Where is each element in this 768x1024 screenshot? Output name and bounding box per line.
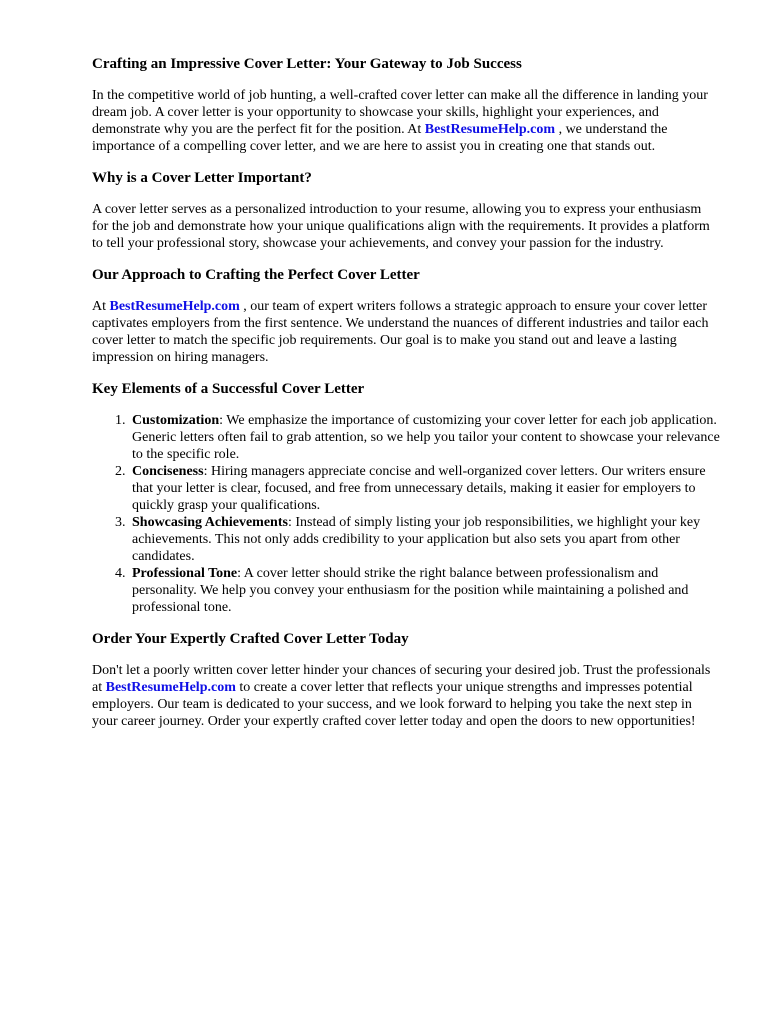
intro-text-before: In the competitive world of job hunting, a well-crafted cover letter can make all the difference in landing your dream job. A cover letter is your opportunity to showcase your skills, highlight your experiences, and demonstrate why you are the perfect fit for the position. At xyxy=(92,88,708,137)
approach-text-after: , our team of expert writers follows a strategic approach to ensure your cover letter captivates employers from the first sentence. We understand the nuances of different industries and tailor each cover letter to match the specific job requirements. Our goal is to make you stand out and leave a lasting impression on hiring managers. xyxy=(92,299,709,365)
list-item-text: : We emphasize the importance of customizing your cover letter for each job application. Generic letters often fail to grab attention, so we help you tailor your content to showcase your relevance to the specific role. xyxy=(132,413,720,462)
list-item-text: : Hiring managers appreciate concise and well-organized cover letters. Our writers ensure that your letter is clear, focused, and free from unnecessary details, making it easier for employers to quickly grasp your qualifications. xyxy=(132,464,706,513)
document-content xyxy=(92,55,720,730)
main-heading: Crafting an Impressive Cover Letter: Your Gateway to Job Success xyxy=(92,56,522,72)
list-item-showcasing-achievements xyxy=(129,514,720,565)
bestresumehelp-link-approach[interactable]: BestResumeHelp.com xyxy=(109,299,240,314)
list-item-text: : Instead of simply listing your job responsibilities, we highlight your key achievements. This not only adds credibility to your application but also sets you apart from other candidates. xyxy=(132,515,701,564)
list-item-term: Showcasing Achievements xyxy=(132,515,288,530)
order-paragraph xyxy=(92,662,720,730)
list-item-term: Professional Tone xyxy=(132,566,238,581)
order-text-before: Don't let a poorly written cover letter hinder your chances of securing your desired job. Trust the professionals at xyxy=(92,663,711,695)
list-item-conciseness xyxy=(129,463,720,514)
why-paragraph: A cover letter serves as a personalized introduction to your resume, allowing you to express your enthusiasm for the job and demonstrate how your unique qualifications align with the requirements. It provides a platform to tell your professional story, showcase your achievements, and convey your passion for the industry. xyxy=(92,202,710,251)
approach-text-before: At xyxy=(92,299,110,314)
order-heading: Order Your Expertly Crafted Cover Letter Today xyxy=(92,631,409,647)
bestresumehelp-link-order[interactable]: BestResumeHelp.com xyxy=(105,680,236,695)
approach-heading: Our Approach to Crafting the Perfect Cover Letter xyxy=(92,267,420,283)
list-item-term: Conciseness xyxy=(132,464,204,479)
order-text-after: to create a cover letter that reflects your unique strengths and impresses potential employers. Our team is dedicated to your success, and we look forward to helping you take the next step in your career journey. Order your expertly crafted cover letter today and open the doors to new opportunities! xyxy=(92,680,696,729)
key-elements-list xyxy=(92,412,720,616)
intro-text-after: , we understand the importance of a compelling cover letter, and we are here to assist you in creating one that stands out. xyxy=(92,122,668,154)
list-item-customization xyxy=(129,412,720,463)
bestresumehelp-link-intro[interactable]: BestResumeHelp.com xyxy=(424,122,556,137)
list-item-term: Customization xyxy=(132,413,220,428)
why-heading: Why is a Cover Letter Important? xyxy=(92,170,312,186)
list-item-text: : A cover letter should strike the right balance between professionalism and personality. We help you convey your enthusiasm for the position while maintaining a polished and professional tone. xyxy=(132,566,689,615)
approach-paragraph xyxy=(92,298,720,366)
list-item-professional-tone xyxy=(129,565,720,616)
elements-heading: Key Elements of a Successful Cover Letter xyxy=(92,381,365,397)
intro-paragraph xyxy=(92,87,720,155)
